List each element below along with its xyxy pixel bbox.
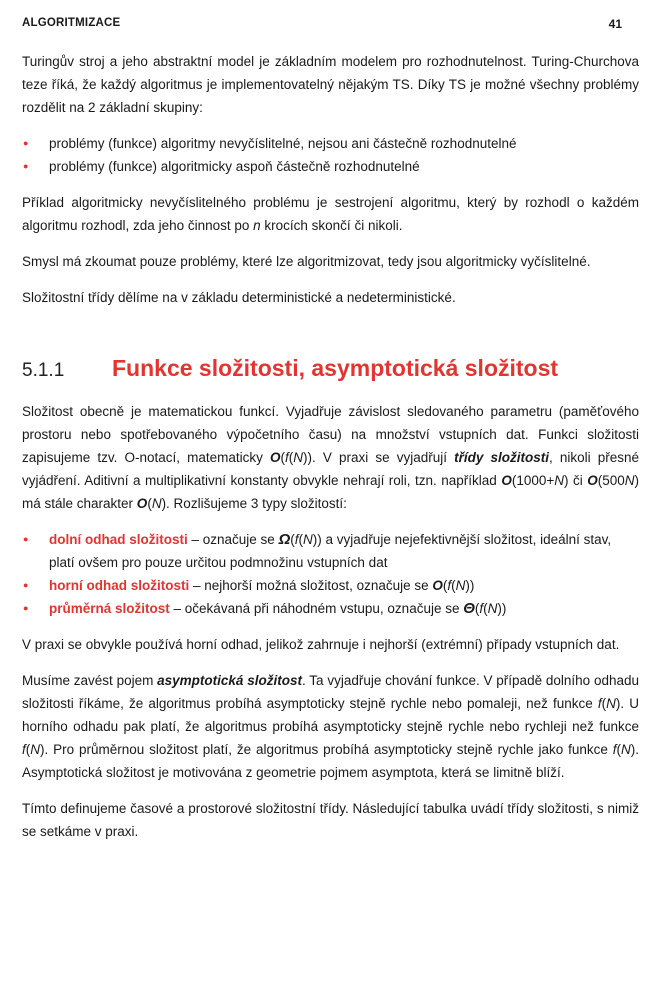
list-item xyxy=(22,574,639,597)
complexity-types-list xyxy=(22,528,639,620)
var-f: f xyxy=(612,742,617,757)
text-run: )) a vyjadřuje nejefektivnější složitost, ideální stav, platí ovšem pro pouze určitou podmnožinu vstupních dat xyxy=(49,532,612,570)
list-item-text: problémy (funkce) algoritmicky aspoň částečně rozhodnutelné xyxy=(49,159,420,174)
text-run: ( xyxy=(451,578,456,593)
bullet-icon: ● xyxy=(23,138,29,148)
big-o-symbol: O xyxy=(587,473,598,488)
big-o-symbol: O xyxy=(501,473,512,488)
text-run: )) xyxy=(465,578,475,593)
list-item-text: problémy (funkce) algoritmy nevyčíslitelné, nejsou ani částečně rozhodnutelné xyxy=(49,136,517,151)
section-title: Funkce složitosti, asymptotická složitost xyxy=(112,355,559,381)
text-run: . Ta vyjadřuje chování funkce. V případě dolního odhadu složitosti říkáme, že algoritmus probíhá asymptoticky stejně rychle nebo pomaleji, než funkce xyxy=(22,673,639,711)
theta-symbol: Θ xyxy=(463,600,475,617)
text-run: – očekávaná při náhodném vstupu, označuje se xyxy=(169,601,464,616)
section-paragraph-table-intro: Tímto definujeme časové a prostorové složitostní třídy. Následující tabulka uvádí třídy složitosti, s nimiž se setkáme v praxi. xyxy=(22,801,639,839)
text-run: (1000+ xyxy=(511,473,555,488)
var-f: f xyxy=(22,742,26,757)
text-run: )) xyxy=(303,450,313,465)
var-n: N xyxy=(293,450,304,465)
asymptotic-term: asymptotická složitost xyxy=(157,673,302,688)
page-content xyxy=(22,50,639,843)
complexity-term: průměrná složitost xyxy=(49,601,170,616)
text-run: ( xyxy=(147,496,152,511)
section-number: 5.1.1 xyxy=(22,360,65,381)
text-run: ( xyxy=(298,532,304,547)
list-item xyxy=(22,597,639,620)
complexity-term: horní odhad složitosti xyxy=(49,578,190,593)
var-f: f xyxy=(447,578,452,593)
page-number: 41 xyxy=(608,17,622,31)
intro-paragraph-meaning: Smysl má zkoumat pouze problémy, které lze algoritmizovat, tedy jsou algoritmicky vyčíslitelné. xyxy=(22,254,591,269)
text-run: ( xyxy=(616,742,621,757)
var-f: f xyxy=(294,532,299,547)
var-n: n xyxy=(253,218,261,233)
bullet-icon: ● xyxy=(23,580,29,590)
text-run: ). Rozlišujeme 3 typy složitostí: xyxy=(161,496,347,511)
list-item xyxy=(22,528,639,574)
var-f: f xyxy=(597,696,602,711)
section-heading xyxy=(22,355,639,382)
big-o-symbol: O xyxy=(136,496,148,511)
intro-paragraph-classes: Složitostní třídy dělíme na v základu deterministické a nedeterministické. xyxy=(22,290,456,305)
list-item xyxy=(22,155,639,178)
text-run: ). Pro průměrnou složitost platí, že algoritmus probíhá asymptoticky stejně rychle jako funkce xyxy=(40,742,613,757)
running-header xyxy=(22,17,639,33)
text-run: )) xyxy=(497,601,507,616)
text-run: ). Asymptotická složitost je motivována z geometrie pojmem asymptota, která se limitně blíží. xyxy=(22,742,639,780)
text-run: , nikoli přesné vyjádření. Aditivní a multiplikativní konstanty obvykle nehrají roli, tzn. například xyxy=(22,450,640,488)
text-run: ( xyxy=(290,532,295,547)
text-run: Složitost obecně je matematickou funkcí. Vyjadřuje závislost sledovaného parametru (paměťového prostoru nebo spotřebovaného výpočetního času) na množství vstupních dat. Funkci složitosti zapisujeme tzv. O-notací, matematicky xyxy=(22,404,639,465)
section-paragraph-practice: V praxi se obvykle používá horní odhad, jelikož zahrnuje i nejhorší (extrémní) případy vstupních dat. xyxy=(22,637,620,652)
bullet-icon: ● xyxy=(23,534,29,544)
text-run: – nejhorší možná složitost, označuje se xyxy=(189,578,433,593)
section-paragraph-complexity: Složitost obecně je matematickou funkcí. Vyjadřuje závislost sledovaného parametru (paměťového prostoru nebo spotřebovaného výpočetního času) na množství vstupních dat. Funkci složitosti zapisujeme tzv. O-notací, matematicky O(f(N)). V praxi se vyjadřují třídy složitosti, nikoli přesné vyjádření. Aditivní a multiplikativní konstanty obvykle nehrají roli, tzn. například O(1000+N) či O(500N) má stále charakter O(N). Rozlišujeme 3 typy složitostí: xyxy=(22,404,640,511)
complexity-classes-term: třídy složitosti xyxy=(454,450,550,465)
var-n: N xyxy=(455,578,466,593)
header-title: ALGORITMIZACE xyxy=(22,17,121,29)
var-n: N xyxy=(624,473,635,488)
text-run: ) či xyxy=(564,473,588,488)
text-run: (500 xyxy=(597,473,625,488)
bullet-icon: ● xyxy=(23,161,29,171)
text-run: ( xyxy=(442,578,448,593)
bullet-icon: ● xyxy=(23,603,29,613)
complexity-term: dolní odhad složitosti xyxy=(49,532,188,547)
var-n: N xyxy=(487,601,498,616)
text-run: ( xyxy=(474,601,480,616)
omega-symbol: Ω xyxy=(278,531,291,548)
text-run: ( xyxy=(280,450,286,465)
var-n: N xyxy=(151,496,162,511)
intro-paragraph-example xyxy=(22,191,639,237)
var-f: f xyxy=(479,601,484,616)
text-run: . V praxi se vyjadřují xyxy=(312,450,455,465)
var-n: N xyxy=(30,742,41,757)
text-run: ( xyxy=(483,601,488,616)
text-run: Příklad algoritmicky nevyčíslitelného problému je sestrojení algoritmu, který by rozhodl o každém algoritmu rozhodl, zda jeho činnost po xyxy=(22,195,639,233)
problem-groups-list xyxy=(22,132,639,178)
text-run: ( xyxy=(601,696,607,711)
text-run: ) má stále charakter xyxy=(22,473,640,511)
var-n: N xyxy=(303,532,313,547)
text-run: ( xyxy=(25,742,31,757)
text-run: – označuje se xyxy=(187,532,279,547)
var-n: N xyxy=(606,696,616,711)
big-o-symbol: O xyxy=(270,450,281,465)
var-f: f xyxy=(285,450,289,465)
text-run: Musíme zavést pojem xyxy=(22,673,158,688)
text-run: ). U horního odhadu pak platí, že algoritmus probíhá asymptoticky stejně rychle nebo rychleji než funkce xyxy=(22,696,639,734)
var-n: N xyxy=(554,473,564,488)
text-run: krocích skončí či nikoli. xyxy=(260,218,403,233)
big-o-symbol: O xyxy=(432,578,443,593)
list-item xyxy=(22,132,639,155)
section-paragraph-asymptotic xyxy=(22,669,639,784)
intro-paragraph-turing: Turingův stroj a jeho abstraktní model je základním modelem pro rozhodnutelnost. Turing-Churchova teze říká, že každý algoritmus je implementovatelný nějakým TS. Díky TS je možné všechny problémy rozdělit na 2 základní skupiny: xyxy=(22,54,639,115)
var-n: N xyxy=(621,742,631,757)
